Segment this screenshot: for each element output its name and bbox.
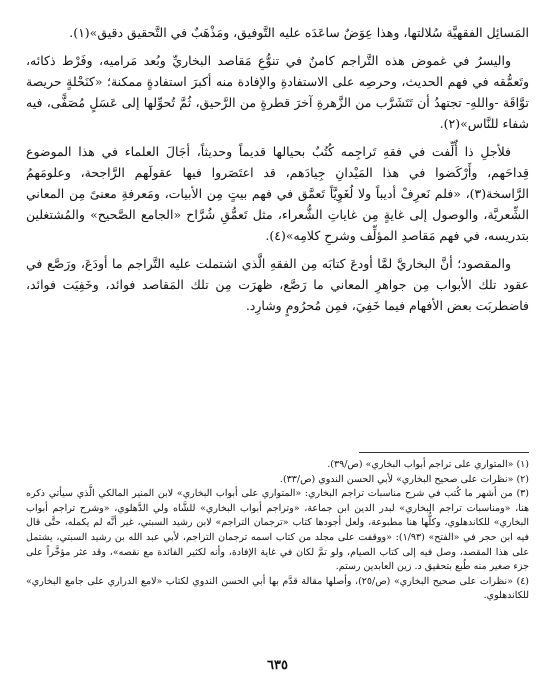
page-number: ٦٣٥ <box>267 658 288 673</box>
footnote: (٤) «نظرات على صحيح البخاري» (ص/٢٥)، وأصلها مقالة قدَّم بها أبي الحسن الندوي لكتاب «لامع الدراري على جامع البخاري» للكاندهلوي. <box>26 575 530 602</box>
paragraph: والمقصود؛ أنَّ البخاريَّ لمَّا أودعَ كتابَه مِن الفقهِ الَّذي اشتملت عليه التَّراجم ما أودَعَ، ورَصَّع في عقود تلك الأبواب مِن جواهرِ المعاني ما رَصَّع، ظهرَت مِن تلك المَقاصد فوائد، وخَفِيَت فوائد، فاضطربَت بعض الأفهام فيما خَفِيَ، فمِن مُحرُومٍ وشارِد. <box>26 256 529 313</box>
paragraph: واليسرُ في غموض هذه التَّراجم كامنٌ في تنوُّعِ مَقاصد البخاريِّ وبُعد مَراميه، وفَرْط ذكائه، وتَعمُّقه في فهم الحديث، وحرصِه على الاستفادةِ والإفادة منه أكبرَ استفادةٍ ممكنة؛ «كنَحْلةٍ حريصة توَّاقَة -واللهِ- تجتهدُ أن تَتَشَرَّب من الزَّهرةِ آخرَ قطرةٍ من الرَّحيق، ثُمَّ تُحوِّلها إلى عَسَلٍ مُصَفًّى، فيه شفاء للنَّاس»(٢). <box>26 53 529 131</box>
paragraph: فلأجلِ ذا أُلِّفت في فقهِ تَراجِمه كُتُبٌ بحيالها قديماً وحديثاً، أجَالَ العلماء في هذا الموضوع قِداحَهم، وأَرْكَضوا في هذا المَيْدانِ جِيادَهم، قد اعتَصَروا فيها عقولَهم الرَّاجحة، وعلومَهمُ الرَّاسخة(٣)، «فلم نَعرِفْ أديباً ولا لُغَوِيَّاً تَعمَّق في فهم بيتٍ مِن الأبيات، ومَعرفةِ معنىً مِن المعاني الشِّعريَّة، والوصول إلى غايةٍ مِن غاياتِ الشُّعراء، مثل تَعمُّقِ شُرَّاح «الجامع الصَّحيح» والمُشتغلين بتدريسه، في فهم مَقاصدِ المؤلِّف وشرحِ كلامِه»(٤). <box>26 144 529 243</box>
paragraph: المَسائِل الفقهيَّة سُلالتها، وهذا عِوَضٌ ساعَدَه عليه التَّوفيق، ومَذْهَبٌ في التَّحقيق دقيق»(١). <box>69 25 529 40</box>
footnotes <box>26 458 529 604</box>
footnote-divider <box>359 452 529 453</box>
main-text <box>26 22 529 323</box>
footnote: (١) «المتواري على تراجم أبواب البخاري» (ص/٣٩). <box>327 459 529 470</box>
footnote: (٣) من أشهر ما كُتب في شرح مناسبات تراجم البخاري: «المتواري على أبواب البخاري» لابن المنير المالكي الَّذي سيأتي ذكره هنا، «ومناسبات تراجم البخاري» لبدر الدين ابن جماعة، «وتراجم أبواب البخاري» للشَّاه ولي الدَّهلوي، «وشرح تراجم أبواب البخاري» للكاندهلوي، وكلُّها هنا مطبوعة، ولعل أجودها كتاب «ترجمان التراجم» لابن رشيد السبتي، غير أنَّه لم يكمله، حتَّى قال فيه ابن حجر في «الفتح» (١/٩٣): «ووقفت على مجلد من كتاب اسمه ترجمان التراجم، لأبي عبد الله بن رشيد السبتي، يشتمل على هذا المقصد، وصل فيه إلى كتاب الصيام، ولو تمَّ لكان في غاية الإفادة، وأنه لكثير الفائدة مع نقصه»، وقد عثر مؤخَّراً على جزء صغير منه طُبع بتحقيق د. زين العابدين رستم. <box>26 488 529 573</box>
footnote: (٢) «نظرات على صحيح البخاري» لأبي الحسن الندوي (ص/٣٣). <box>279 473 529 485</box>
